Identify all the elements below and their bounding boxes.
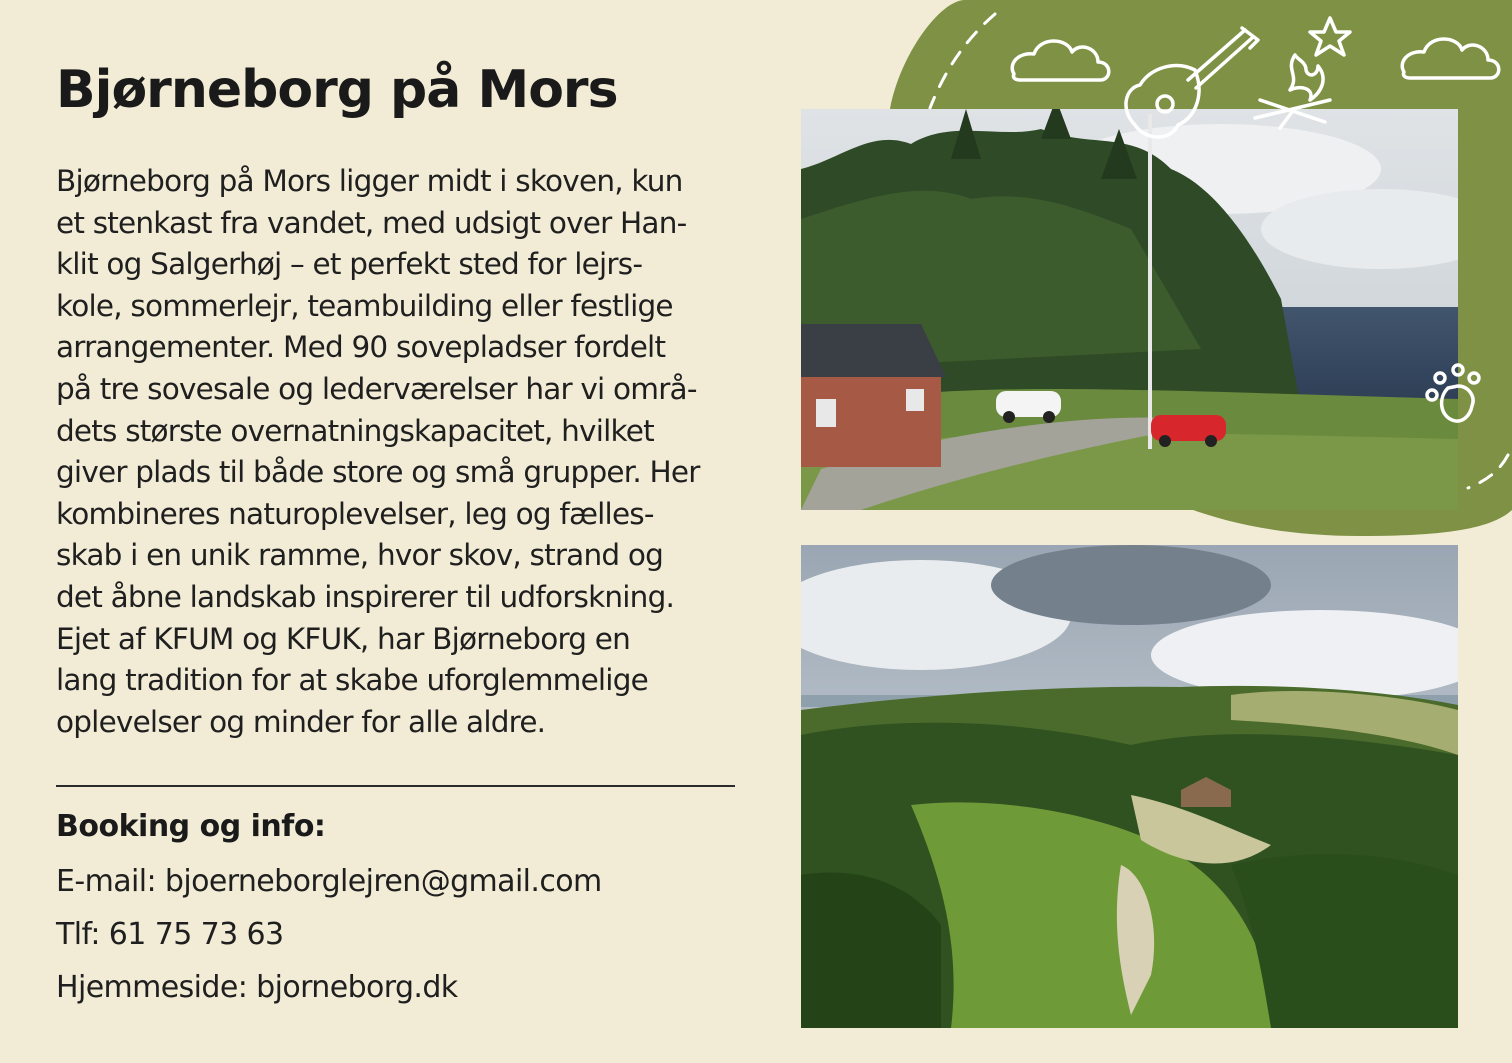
description-line: skab i en unik ramme, hvor skov, strand og (56, 538, 664, 573)
description-line: arrangementer. Med 90 sovepladser fordelt (56, 330, 666, 365)
page-title: Bjørneborg på Mors (56, 60, 618, 120)
description-line: kole, sommerlejr, teambuilding eller festlige (56, 288, 673, 323)
photo-aerial-landscape (801, 545, 1458, 1028)
description-line: Ejet af KFUM og KFUK, har Bjørneborg en (56, 621, 631, 656)
description-line: giver plads til både store og små grupper. Her (56, 455, 700, 490)
description-line: Bjørneborg på Mors ligger midt i skoven, kun (56, 164, 683, 198)
description-line: klit og Salgerhøj – et perfekt sted for lejrs- (56, 247, 643, 282)
description-line: det åbne landskab inspirerer til udforskning. (56, 579, 675, 614)
booking-heading: Booking og info: (56, 809, 326, 844)
description-line: et stenkast fra vandet, med udsigt over Han- (56, 205, 687, 240)
contact-phone[interactable]: Tlf: 61 75 73 63 (56, 917, 284, 952)
description-line: dets største overnatningskapacitet, hvilket (56, 413, 654, 448)
description-line: oplevelser og minder for alle aldre. (56, 704, 546, 739)
description-line: på tre sovesale og lederværelser har vi områ- (56, 371, 697, 406)
contact-email[interactable]: E-mail: bjoerneborglejren@gmail.com (56, 864, 602, 899)
contact-website[interactable]: Hjemmeside: bjorneborg.dk (56, 970, 458, 1005)
photo-camp-buildings (801, 109, 1458, 510)
description-line: kombineres naturoplevelser, leg og fælles- (56, 496, 654, 531)
description-line: lang tradition for at skabe uforglemmelige (56, 663, 648, 698)
